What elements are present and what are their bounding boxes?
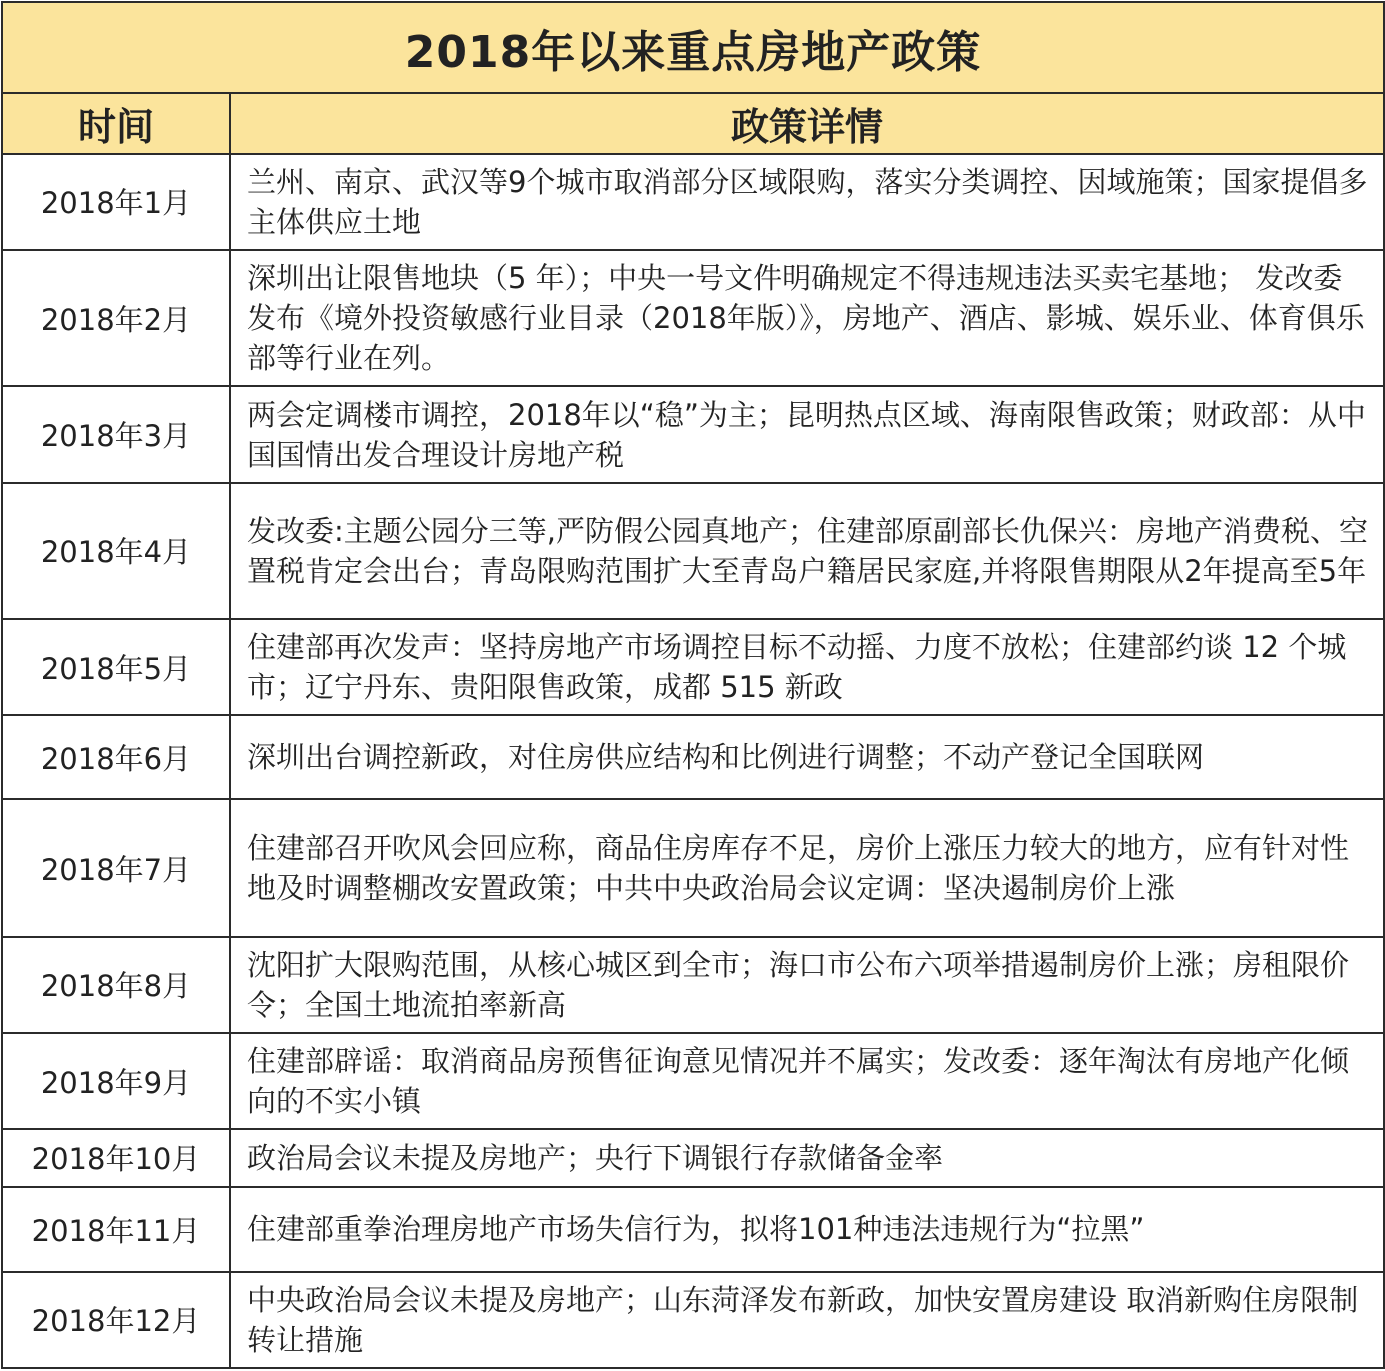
row-details: 住建部辟谣：取消商品房预售征询意见情况并不属实；发改委：逐年淘汰有房地产化倾向的不实小镇 [230, 1033, 1384, 1129]
row-details: 沈阳扩大限购范围，从核心城区到全市；海口市公布六项举措遏制房价上涨；房租限价令；全国土地流拍率新高 [230, 937, 1384, 1033]
row-details: 两会定调楼市调控，2018年以“稳”为主；昆明热点区域、海南限售政策；财政部：从中国国情出发合理设计房地产税 [230, 386, 1384, 482]
table-row [2, 799, 1384, 937]
table-row [2, 619, 1384, 715]
table-row [2, 1272, 1384, 1368]
table-row [2, 250, 1384, 387]
policy-table [1, 1, 1385, 1369]
title-row [2, 2, 1384, 93]
row-date: 2018年8月 [2, 937, 230, 1033]
column-header-time: 时间 [2, 93, 230, 154]
table-row [2, 483, 1384, 620]
table-row [2, 386, 1384, 482]
row-date: 2018年7月 [2, 799, 230, 937]
row-details: 政治局会议未提及房地产；央行下调银行存款储备金率 [230, 1129, 1384, 1187]
row-date: 2018年12月 [2, 1272, 230, 1368]
header-row [2, 93, 1384, 154]
row-details: 发改委:主题公园分三等,严防假公园真地产；住建部原副部长仇保兴：房地产消费税、空置税肯定会出台；青岛限购范围扩大至青岛户籍居民家庭,并将限售期限从2年提高至5年 [230, 483, 1384, 620]
table-title: 2018年以来重点房地产政策 [2, 2, 1384, 93]
row-details: 住建部召开吹风会回应称，商品住房库存不足，房价上涨压力较大的地方，应有针对性地及时调整棚改安置政策；中共中央政治局会议定调：坚决遏制房价上涨 [230, 799, 1384, 937]
row-date: 2018年9月 [2, 1033, 230, 1129]
table-row [2, 154, 1384, 250]
row-details: 深圳出让限售地块（5 年）；中央一号文件明确规定不得违规违法买卖宅基地； 发改委发布《境外投资敏感行业目录（2018年版）》，房地产、酒店、影城、娱乐业、体育俱乐部等行业在列。 [230, 250, 1384, 387]
table-row [2, 937, 1384, 1033]
row-date: 2018年6月 [2, 715, 230, 799]
row-details: 中央政治局会议未提及房地产；山东菏泽发布新政，加快安置房建设 取消新购住房限制转让措施 [230, 1272, 1384, 1368]
column-header-details: 政策详情 [230, 93, 1384, 154]
row-date: 2018年4月 [2, 483, 230, 620]
row-date: 2018年3月 [2, 386, 230, 482]
row-date: 2018年5月 [2, 619, 230, 715]
row-details: 住建部再次发声：坚持房地产市场调控目标不动摇、力度不放松；住建部约谈 12 个城市；辽宁丹东、贵阳限售政策，成都 515 新政 [230, 619, 1384, 715]
table-row [2, 1033, 1384, 1129]
row-date: 2018年11月 [2, 1187, 230, 1272]
row-date: 2018年2月 [2, 250, 230, 387]
row-details: 深圳出台调控新政，对住房供应结构和比例进行调整；不动产登记全国联网 [230, 715, 1384, 799]
row-details: 住建部重拳治理房地产市场失信行为，拟将101种违法违规行为“拉黑” [230, 1187, 1384, 1272]
table-row [2, 1129, 1384, 1187]
row-date: 2018年1月 [2, 154, 230, 250]
table-row [2, 1187, 1384, 1272]
table-row [2, 715, 1384, 799]
row-details: 兰州、南京、武汉等9个城市取消部分区域限购，落实分类调控、因域施策；国家提倡多主体供应土地 [230, 154, 1384, 250]
row-date: 2018年10月 [2, 1129, 230, 1187]
